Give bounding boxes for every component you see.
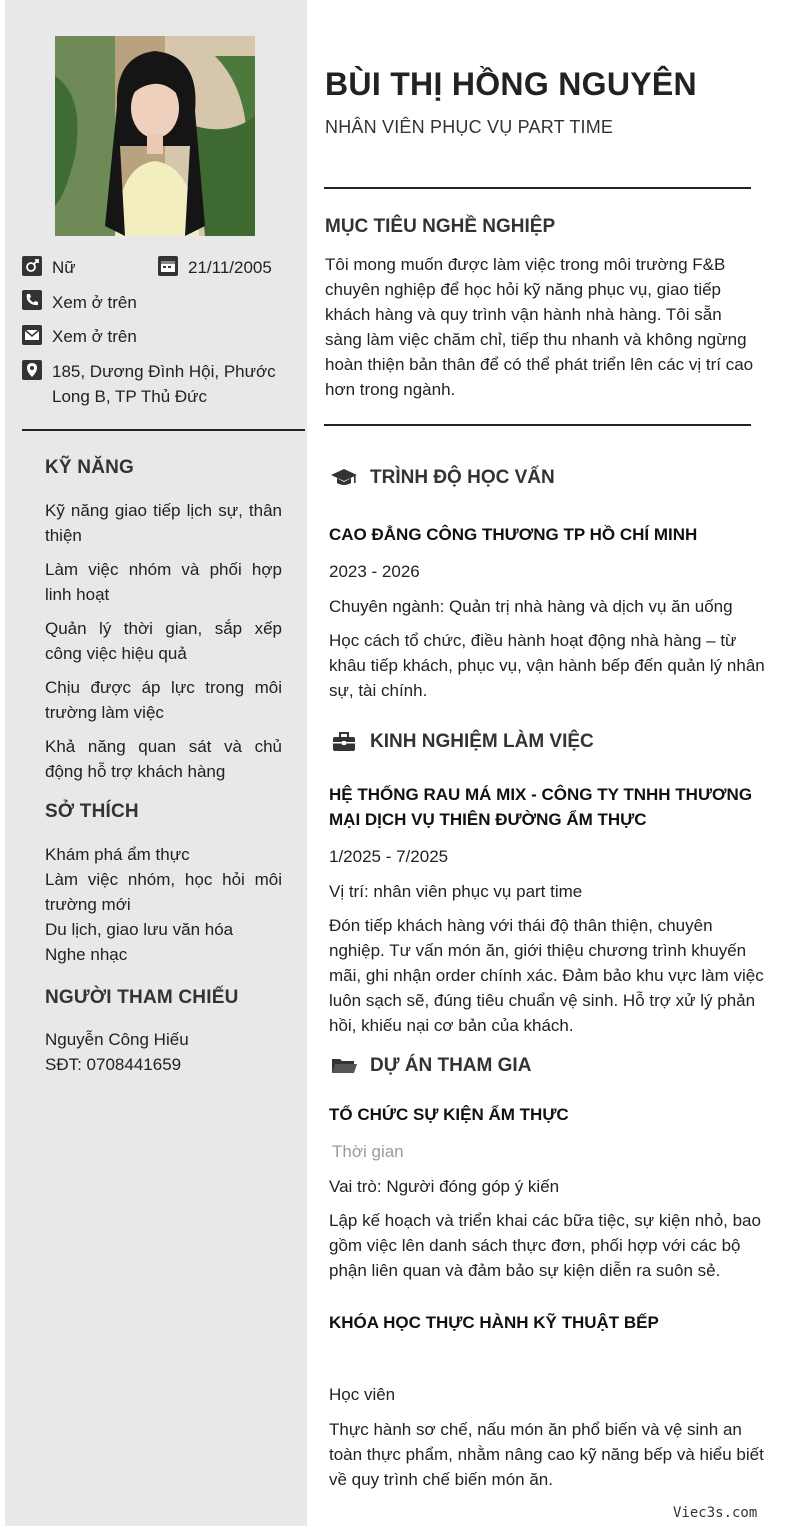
skill-item: Kỹ năng giao tiếp lịch sự, thân thiện bbox=[45, 501, 282, 545]
education-title: TRÌNH ĐỘ HỌC VẤN bbox=[370, 467, 555, 488]
project-name: TỔ CHỨC SỰ KIỆN ẨM THỰC bbox=[329, 1105, 569, 1124]
reference-name: Nguyễn Công Hiếu bbox=[45, 1030, 189, 1049]
skill-item: Quản lý thời gian, sắp xếp công việc hiệu quả bbox=[45, 619, 282, 663]
skill-item: Chịu được áp lực trong môi trường làm việc bbox=[45, 678, 282, 722]
candidate-name: BÙI THỊ HỒNG NGUYÊN bbox=[325, 66, 697, 102]
profile-photo bbox=[55, 36, 255, 236]
gender-icon bbox=[22, 256, 42, 276]
email-icon bbox=[22, 325, 42, 345]
projects-title: DỰ ÁN THAM GIA bbox=[370, 1055, 532, 1076]
sidebar-divider bbox=[22, 429, 305, 431]
reference-phone: SĐT: 0708441659 bbox=[45, 1055, 182, 1074]
hobby-item: Khám phá ẩm thực bbox=[45, 845, 190, 864]
hobby-item: Du lịch, giao lưu văn hóa bbox=[45, 920, 234, 939]
birthday-value: 21/11/2005 bbox=[188, 258, 272, 277]
graduation-cap-icon bbox=[330, 467, 358, 489]
objective-text: Tôi mong muốn được làm việc trong môi trường F&B chuyên nghiệp để học hỏi kỹ năng phục vụ, giao tiếp khách hàng và quy trình vận hành nhà hàng. Tôi sẵn sàng làm việc chăm chỉ, tiếp thu nhanh và không ngừng hoàn thiện bản thân để có thể phát triển lên các vị trí cao hơn trong ngành. bbox=[325, 255, 754, 399]
phone-icon bbox=[22, 290, 42, 310]
experience-period: 1/2025 - 7/2025 bbox=[329, 847, 449, 866]
calendar-icon bbox=[158, 256, 178, 276]
project-name: KHÓA HỌC THỰC HÀNH KỸ THUẬT BẾP bbox=[329, 1313, 659, 1332]
references-title: NGƯỜI THAM CHIẾU bbox=[45, 987, 239, 1008]
hobby-item: Làm việc nhóm, học hỏi môi trường mới bbox=[45, 870, 282, 914]
briefcase-icon bbox=[330, 731, 358, 753]
hobby-item: Nghe nhạc bbox=[45, 945, 128, 964]
education-period: 2023 - 2026 bbox=[329, 562, 420, 581]
education-school: CAO ĐẲNG CÔNG THƯƠNG TP HỒ CHÍ MINH bbox=[329, 525, 698, 544]
project-description: Lập kế hoạch và triển khai các bữa tiệc, sự kiện nhỏ, bao gồm việc lên danh sách thực đơn, phối hợp với các bộ phận liên quan và đảm bảo sự kiện diễn ra suôn sẻ. bbox=[329, 1211, 761, 1280]
skill-item: Làm việc nhóm và phối hợp linh hoạt bbox=[45, 560, 282, 604]
references-block bbox=[45, 1027, 282, 1077]
address-value: 185, Dương Đình Hội, Phước Long B, TP Thủ Đức bbox=[52, 362, 276, 406]
skill-item: Khả năng quan sát và chủ động hỗ trợ khách hàng bbox=[45, 737, 282, 781]
skills-list bbox=[45, 498, 282, 793]
project-role: Vai trò: Người đóng góp ý kiến bbox=[329, 1177, 560, 1196]
project-description: Thực hành sơ chế, nấu món ăn phổ biến và vệ sinh an toàn thực phẩm, nhằm nâng cao kỹ năng bếp và hiểu biết về quy trình chế biến món ăn. bbox=[329, 1420, 764, 1489]
experience-title: KINH NGHIỆM LÀM VIỆC bbox=[370, 731, 594, 752]
email-value: Xem ở trên bbox=[52, 327, 137, 346]
gender-value: Nữ bbox=[52, 258, 76, 277]
education-major: Chuyên ngành: Quản trị nhà hàng và dịch vụ ăn uống bbox=[329, 597, 733, 616]
education-description: Học cách tổ chức, điều hành hoạt động nhà hàng – từ khâu tiếp khách, phục vụ, vận hành bếp đến quản lý nhân sự, tài chính. bbox=[329, 631, 765, 700]
folder-icon bbox=[330, 1055, 358, 1077]
experience-company: HỆ THỐNG RAU MÁ MIX - CÔNG TY TNHH THƯƠNG MẠI DỊCH VỤ THIÊN ĐƯỜNG ẨM THỰC bbox=[329, 785, 753, 829]
hobbies-title: SỞ THÍCH bbox=[45, 801, 139, 822]
objective-title: MỤC TIÊU NGHỀ NGHIỆP bbox=[325, 216, 556, 237]
project-role: Học viên bbox=[329, 1385, 396, 1404]
experience-position: Vị trí: nhân viên phục vụ part time bbox=[329, 882, 583, 901]
experience-description: Đón tiếp khách hàng với thái độ thân thiện, chuyên nghiệp. Tư vấn món ăn, giới thiệu chương trình khuyến mãi, ghi nhận order chính xác. Đảm bảo khu vực làm việc luôn sạch sẽ, đúng tiêu chuẩn vệ sinh. Hỗ trợ xử lý phản hồi, khiếu nại cơ bản của khách. bbox=[329, 916, 764, 1035]
project-time: Thời gian bbox=[332, 1142, 404, 1161]
job-title: NHÂN VIÊN PHỤC VỤ PART TIME bbox=[325, 117, 614, 137]
watermark: Viec3s.com bbox=[673, 1505, 758, 1521]
location-icon bbox=[22, 360, 42, 380]
skills-title: KỸ NĂNG bbox=[45, 457, 135, 478]
hobbies-list bbox=[45, 842, 282, 967]
header-divider bbox=[324, 187, 751, 189]
phone-value: Xem ở trên bbox=[52, 293, 137, 312]
objective-divider bbox=[324, 424, 751, 426]
